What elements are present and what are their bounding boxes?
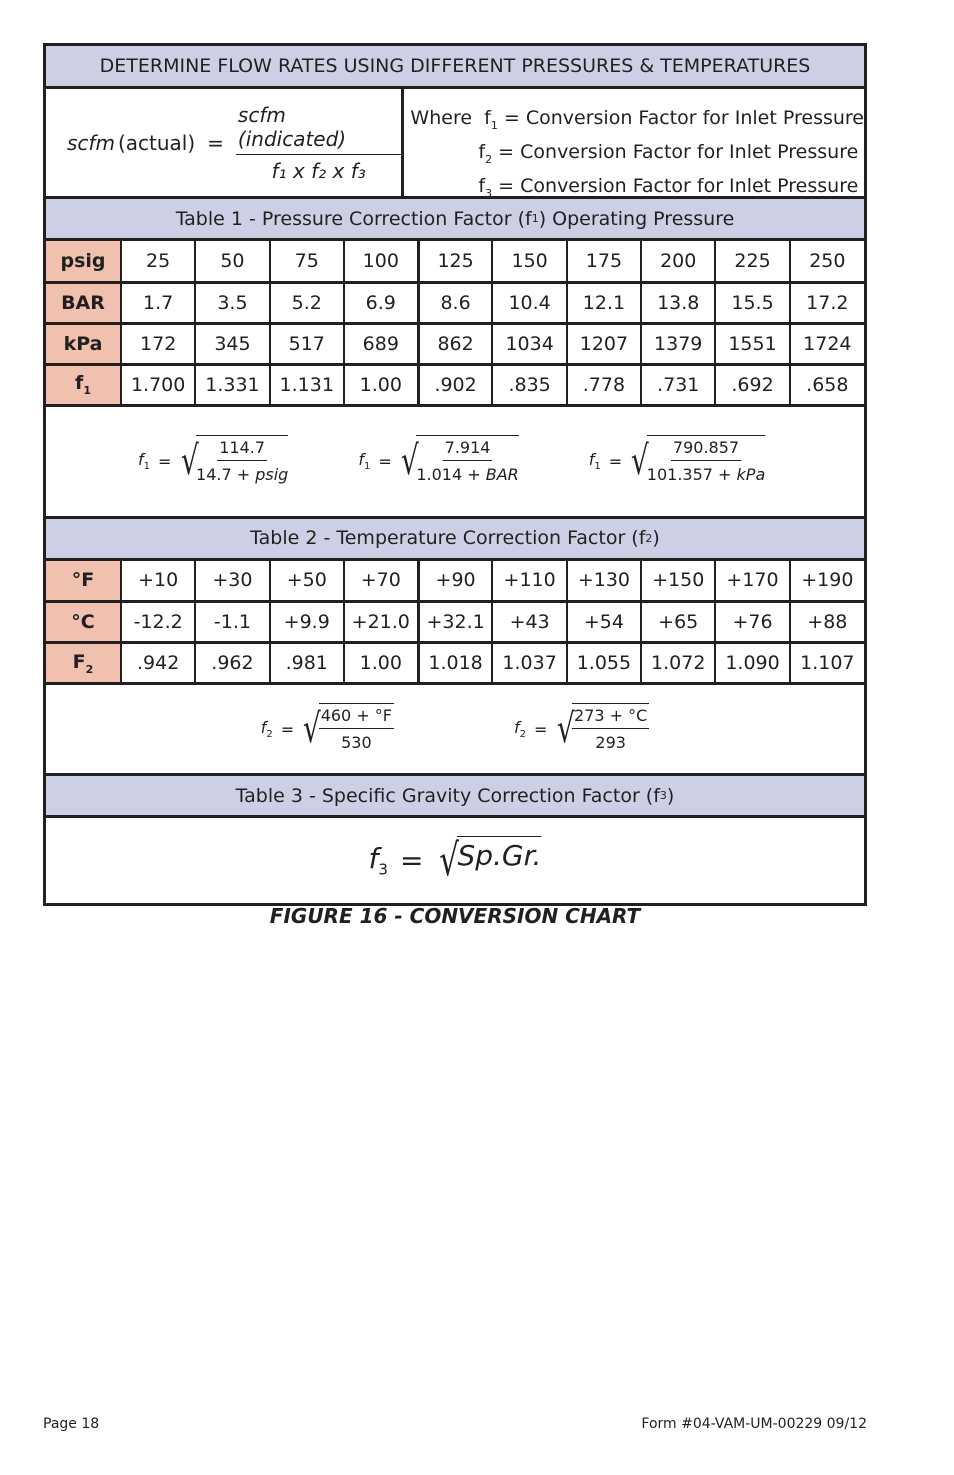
table-cell: 10.4 — [492, 282, 566, 323]
table-cell: 1.7 — [121, 282, 195, 323]
table-cell: .902 — [418, 364, 492, 405]
table-cell: 12.1 — [567, 282, 641, 323]
table3-title: Table 3 - Specific Gravity Correction Factor (f 3 ) — [46, 776, 864, 818]
table-cell: 13.8 — [641, 282, 715, 323]
table-cell: +130 — [567, 561, 641, 602]
table-cell: 862 — [418, 323, 492, 364]
table-cell: 517 — [270, 323, 344, 364]
table-cell: 75 — [270, 241, 344, 282]
table-cell: 172 — [121, 323, 195, 364]
table-cell: 6.9 — [344, 282, 418, 323]
table-cell: +21.0 — [344, 602, 418, 643]
table-row — [46, 323, 864, 364]
table-cell: .835 — [492, 364, 566, 405]
table1-pressure — [46, 241, 864, 407]
table-cell: 689 — [344, 323, 418, 364]
table-cell: 1.700 — [121, 364, 195, 405]
where-line-2: $f_2$ = Conversion Factor for Inlet Pressure — [478, 140, 859, 166]
table-cell: 1.331 — [195, 364, 269, 405]
table-cell: 1.00 — [344, 364, 418, 405]
table-cell: .942 — [121, 643, 195, 684]
table-cell: +9.9 — [270, 602, 344, 643]
where-definitions — [404, 89, 864, 200]
table-cell: -1.1 — [195, 602, 269, 643]
where-line-3: $f_3$ = Conversion Factor for Inlet Pressure — [478, 174, 859, 200]
f3-formula: $f_3$ = √ Sp.Gr. — [368, 834, 542, 886]
row-header: kPa — [46, 323, 121, 364]
table-cell: +110 — [492, 561, 566, 602]
table-cell: 5.2 — [270, 282, 344, 323]
table-cell: .658 — [790, 364, 864, 405]
table-cell: +10 — [121, 561, 195, 602]
table-cell: -12.2 — [121, 602, 195, 643]
table-cell: +170 — [715, 561, 789, 602]
conversion-chart — [43, 43, 867, 906]
formula-fraction — [236, 103, 402, 183]
page-number: Page 18 — [43, 1416, 100, 1432]
table-cell: 1551 — [715, 323, 789, 364]
table-cell: 125 — [418, 241, 492, 282]
table-row — [46, 643, 864, 684]
form-number: Form #04-VAM-UM-00229 09/12 — [641, 1416, 867, 1432]
figure-caption: FIGURE 16 - CONVERSION CHART — [269, 904, 641, 928]
table-cell: +88 — [790, 602, 864, 643]
table-cell: 1207 — [567, 323, 641, 364]
table-cell: 15.5 — [715, 282, 789, 323]
table-cell: +43 — [492, 602, 566, 643]
table-cell: 8.6 — [418, 282, 492, 323]
table-cell: 1724 — [790, 323, 864, 364]
table-cell: 250 — [790, 241, 864, 282]
table-cell: 1.072 — [641, 643, 715, 684]
table-row — [46, 241, 864, 282]
table-cell: 17.2 — [790, 282, 864, 323]
flow-formula-row — [46, 89, 864, 199]
table-cell: +90 — [418, 561, 492, 602]
table-cell: 3.5 — [195, 282, 269, 323]
table-cell: .731 — [641, 364, 715, 405]
table-cell: .981 — [270, 643, 344, 684]
formula-denominator: f₁ x f₂ x f₃ — [271, 158, 366, 183]
table-cell: +150 — [641, 561, 715, 602]
table-cell: 200 — [641, 241, 715, 282]
table2-temperature — [46, 561, 864, 686]
table-cell: +76 — [715, 602, 789, 643]
f2-fahrenheit-formula: $f_2$ = √ $\frac{460 + ^\circ F}{530}$ — [261, 703, 394, 755]
table-cell: .692 — [715, 364, 789, 405]
table-cell: +70 — [344, 561, 418, 602]
table-cell: 150 — [492, 241, 566, 282]
f1-psig-formula: $f_1$ = √ $\frac{114.7}{\text{14.7 + psig}}$ — [138, 435, 288, 487]
chart-title: DETERMINE FLOW RATES USING DIFFERENT PRESSURES & TEMPERATURES — [46, 46, 864, 89]
table3-formula-row — [46, 818, 864, 903]
table-cell: 1.037 — [492, 643, 566, 684]
row-header: psig — [46, 241, 121, 282]
table-row — [46, 561, 864, 602]
formula-equals: = — [207, 130, 224, 155]
table-cell: 1034 — [492, 323, 566, 364]
table-cell: 1379 — [641, 323, 715, 364]
table-cell: 1.107 — [790, 643, 864, 684]
formula-lhs: scfm — [67, 130, 115, 155]
table-cell: 1.090 — [715, 643, 789, 684]
row-header: $F_2$ — [46, 643, 121, 684]
formula-numerator: scfm (indicated) — [236, 103, 402, 155]
table-cell: +30 — [195, 561, 269, 602]
table2-formulas — [46, 685, 864, 776]
table-cell: +32.1 — [418, 602, 492, 643]
table1-formulas — [46, 407, 864, 519]
row-header: BAR — [46, 282, 121, 323]
row-header: °C — [46, 602, 121, 643]
f1-bar-formula: $f_1$ = √ $\frac{7.914}{\text{1.014 + BAR}}$ — [358, 435, 518, 487]
table-cell: 100 — [344, 241, 418, 282]
table-cell: 1.018 — [418, 643, 492, 684]
f1-kpa-formula: $f_1$ = √ $\frac{790.857}{\text{101.357 + kPa}}$ — [589, 435, 765, 487]
scfm-formula — [46, 89, 404, 196]
table2-title: Table 2 - Temperature Correction Factor (f 2 ) — [46, 519, 864, 561]
table-cell: +50 — [270, 561, 344, 602]
table-row — [46, 364, 864, 405]
table-cell: .962 — [195, 643, 269, 684]
table-cell: 175 — [567, 241, 641, 282]
table1-title: Table 1 - Pressure Correction Factor (f 1 ) Operating Pressure — [46, 199, 864, 241]
table-cell: 1.055 — [567, 643, 641, 684]
formula-lhs-paren: (actual) — [117, 130, 196, 155]
row-header: °F — [46, 561, 121, 602]
table-cell: +54 — [567, 602, 641, 643]
table-cell: .778 — [567, 364, 641, 405]
table-cell: 1.131 — [270, 364, 344, 405]
table-cell: 50 — [195, 241, 269, 282]
table-row — [46, 282, 864, 323]
table-cell: 25 — [121, 241, 195, 282]
table-row — [46, 602, 864, 643]
table-cell: 1.00 — [344, 643, 418, 684]
table-cell: +190 — [790, 561, 864, 602]
f2-celsius-formula: $f_2$ = √ $\frac{273 + ^\circ C}{293}$ — [514, 703, 649, 755]
row-header: $f_1$ — [46, 364, 121, 405]
where-line-1: Where $f_1$ = Conversion Factor for Inlet Pressure — [410, 107, 864, 132]
table-cell: 225 — [715, 241, 789, 282]
table-cell: 345 — [195, 323, 269, 364]
table-cell: +65 — [641, 602, 715, 643]
